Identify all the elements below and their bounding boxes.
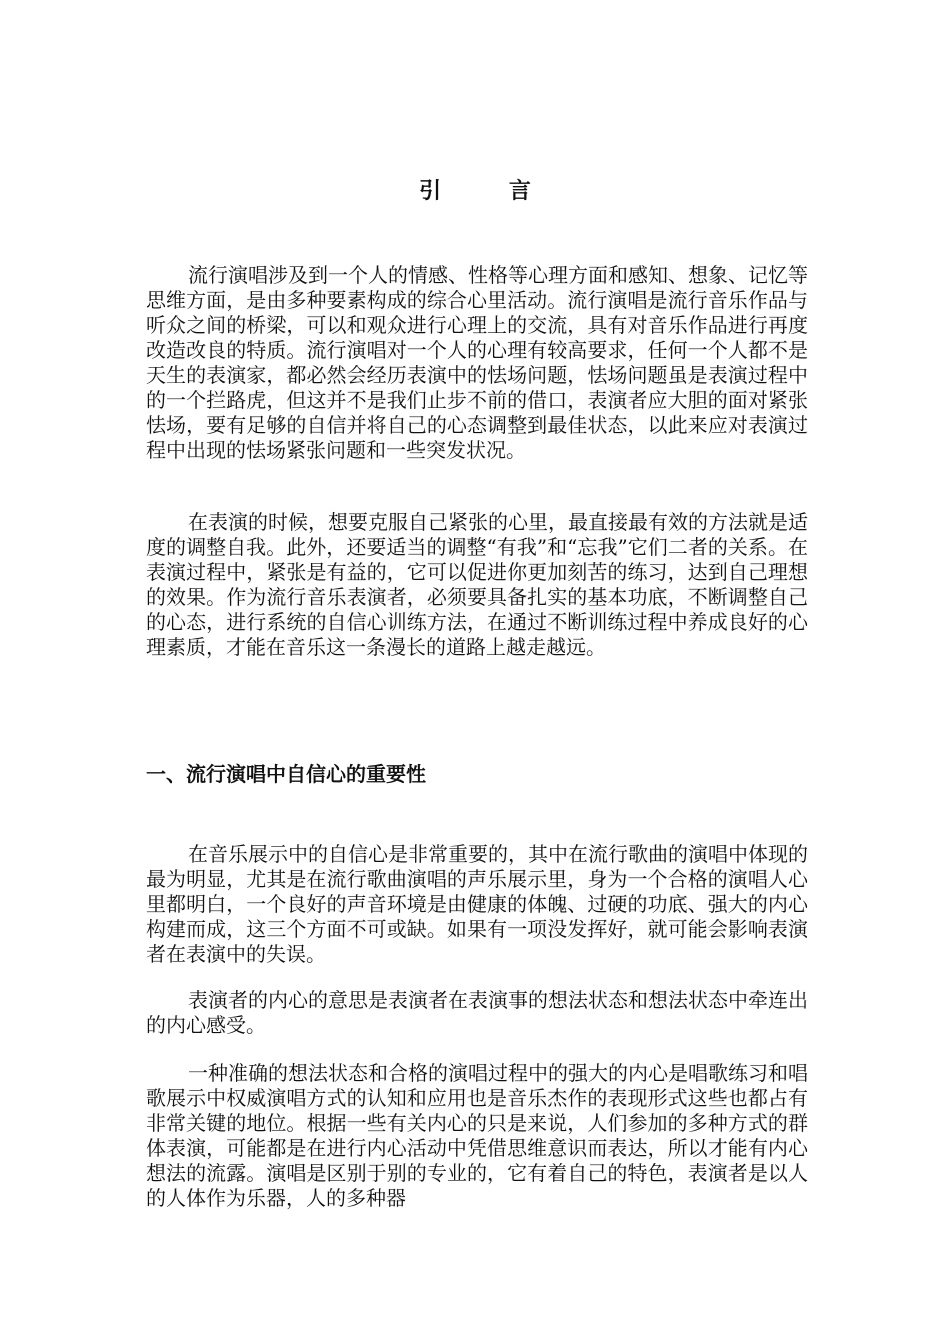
intro-paragraph-2: 在表演的时候，想要克服自己紧张的心里，最直接最有效的方法就是适度的调整自我。此外，还要适当的调整“有我”和“忘我”它们二者的关系。在表演过程中，紧张是有益的，它可以促进你更加刻苦的练习，达到自己理想的效果。作为流行音乐表演者，必须要具备扎实的基本功底，不断调整自己的心态，进行系统的自信心训练方法，在通过不断训练过程中养成良好的心理素质，才能在音乐这一条漫长的道路上越走越远。 (146, 510, 808, 659)
section-paragraph-1: 在音乐展示中的自信心是非常重要的，其中在流行歌曲的演唱中体现的最为明显，尤其是在流行歌曲演唱的声乐展示里，身为一个合格的演唱人心里都明白，一个良好的声音环境是由健康的体魄、过硬的功底、强大的内心构建而成，这三个方面不可或缺。如果有一项没发挥好，就可能会影响表演者在表演中的失误。 (146, 842, 808, 966)
section-paragraph-3: 一种准确的想法状态和合格的演唱过程中的强大的内心是唱歌练习和唱歌展示中权威演唱方式的认知和应用也是音乐杰作的表现形式这些也都占有非常关键的地位。根据一些有关内心的只是来说，人们参加的多种方式的群体表演，可能都是在进行内心活动中凭借思维意识而表达，所以才能有内心想法的流露。演唱是区别于别的专业的，它有着自己的特色，表演者是以人的人体作为乐器，人的多种器 (146, 1061, 808, 1210)
intro-paragraph-1: 流行演唱涉及到一个人的情感、性格等心理方面和感知、想象、记忆等思维方面，是由多种要素构成的综合心里活动。流行演唱是流行音乐作品与听众之间的桥梁，可以和观众进行心理上的交流，具有对音乐作品进行再度改造改良的特质。流行演唱对一个人的心理有较高要求，任何一个人都不是天生的表演家，都必然会经历表演中的怯场问题，怯场问题虽是表演过程中的一个拦路虎，但这并不是我们止步不前的借口，表演者应大胆的面对紧张怯场，要有足够的自信并将自己的心态调整到最佳状态，以此来应对表演过程中出现的怯场紧张问题和一些突发状况。 (146, 263, 808, 462)
page-title: 引 言 (419, 178, 561, 204)
section-heading: 一、流行演唱中自信心的重要性 (146, 762, 426, 786)
section-paragraph-2: 表演者的内心的意思是表演者在表演事的想法状态和想法状态中牵连出的内心感受。 (146, 988, 808, 1037)
